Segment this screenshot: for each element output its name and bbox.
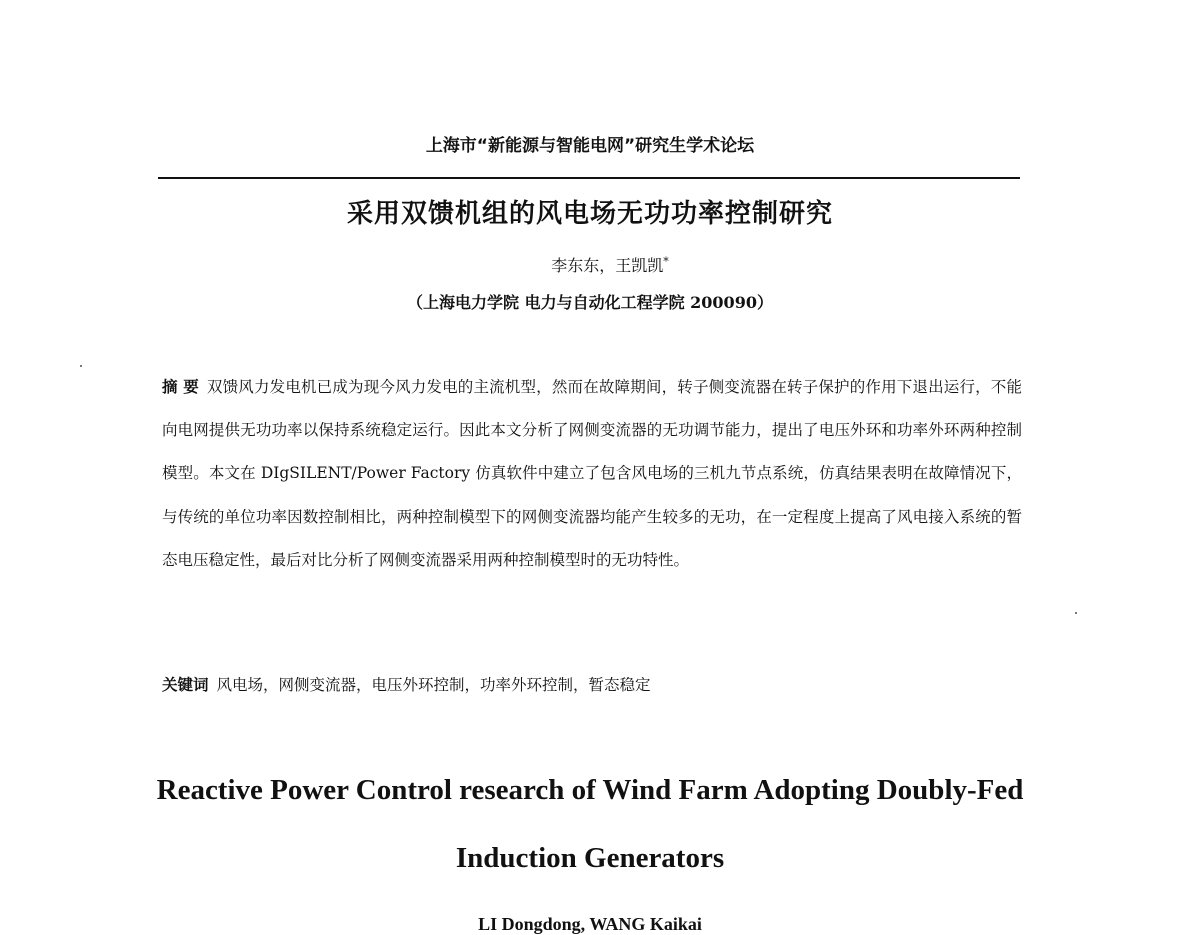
authors-en: LI Dongdong, WANG Kaikai (478, 914, 702, 934)
abstract-text: 双馈风力发电机已成为现今风力发电的主流机型，然而在故障期间，转子侧变流器在转子保护的作用下退出运行，不能向电网提供无功功率以保持系统稳定运行。因此本文分析了网侧变流器的无功调节能力，提出了电压外环和功率外环两种控制模型。本文在 DIgSILENT/Power Factory 仿真软件中建立了包含风电场的三机九节点系统，仿真结果表明在故障情况下，与传统的单位功率因数控制相比，两种控制模型下的网侧变流器均能产生较多的无功，在一定程度上提高了风电接入系统的暂态电压稳定性，最后对比分析了网侧变流器采用两种控制模型时的无功特性。 (162, 378, 1022, 569)
abstract-cn (162, 366, 1022, 582)
keywords-cn (162, 673, 1022, 695)
conference-header: 上海市“新能源与智能电网”研究生学术论坛 (425, 136, 755, 156)
scan-speck (1075, 612, 1077, 614)
corresponding-author-mark: * (663, 255, 669, 268)
scan-speck (80, 365, 82, 367)
keywords-text: 风电场，网侧变流器，电压外环控制，功率外环控制，暂态稳定 (216, 676, 651, 694)
paper-title-en: Reactive Power Control research of Wind Farm Adopting Doubly-Fed Induction Generators (156, 774, 1024, 874)
abstract-label: 摘 要 (162, 378, 199, 396)
header-rule (158, 177, 1020, 179)
authors-cn (0, 253, 1200, 276)
paper-title-cn: 采用双馈机组的风电场无功功率控制研究 (346, 199, 833, 229)
affiliation-cn: （上海电力学院 电力与自动化工程学院 200090） (407, 293, 773, 312)
keywords-label: 关键词 (162, 676, 209, 694)
authors-cn-names: 李东东，王凯凯 (551, 256, 664, 275)
